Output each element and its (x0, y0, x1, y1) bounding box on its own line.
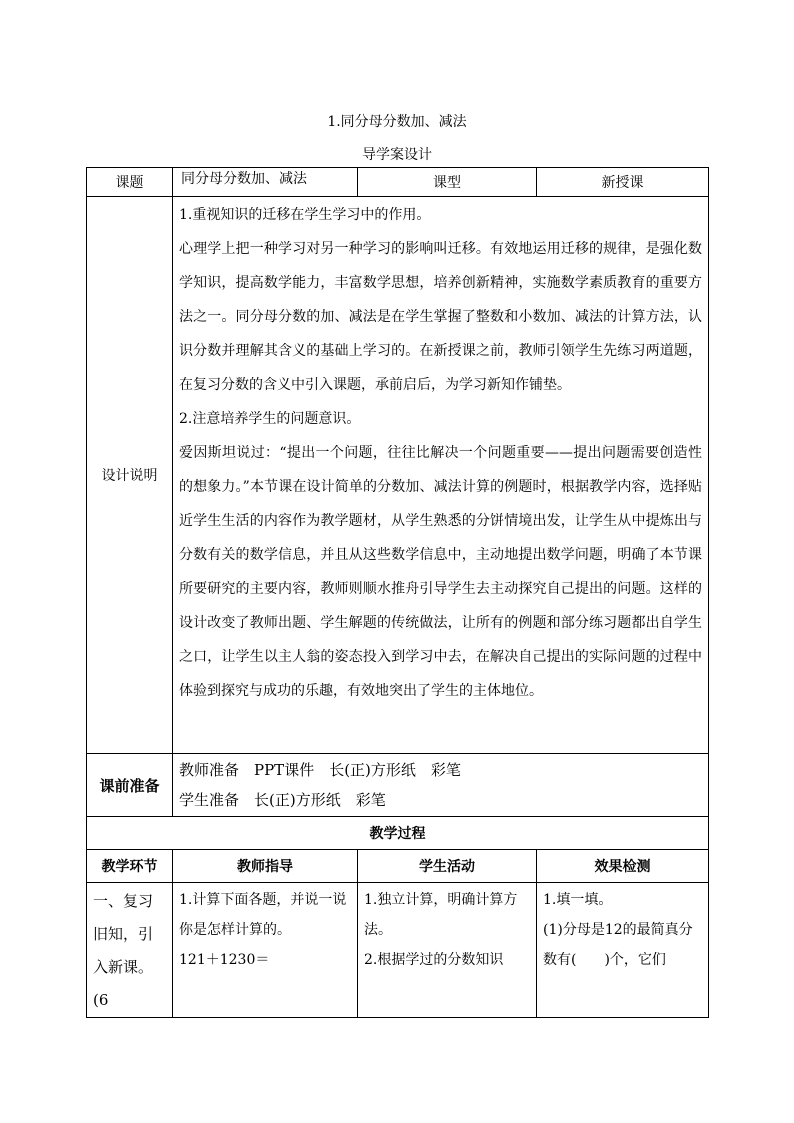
stage-cell: 一、复习旧知，引入新课。(6 (87, 883, 173, 1018)
prep-line: 学生准备 长(正)方形纸 彩笔 (179, 791, 386, 809)
teacher-line: 1.计算下面各题，并说一说你是怎样计算的。 (179, 892, 347, 938)
topic-label: 课题 (87, 168, 173, 197)
student-line: 1.独立计算，明确计算方法。 (364, 892, 518, 938)
prep-line: 教师准备 PPT课件 长(正)方形纸 彩笔 (179, 761, 461, 779)
teacher-cell (173, 883, 358, 1018)
col-header: 学生活动 (358, 850, 537, 883)
design-label: 设计说明 (87, 197, 173, 754)
design-paragraph: 心理学上把一种学习对另一种学习的影响叫迁移。有效地运用迁移的规律，是强化数学知识，提高数学能力，丰富数学思想，培养创新精神，实施数学素质教育的重要方法之一。同分母分数的加、减法是在学生掌握了整数和小数加、减法的计算方法，认识分数并理解其含义的基础上学习的。在新授课之前，教师引领学生先练习两道题，在复习分数的含义中引入课题，承前启后，为学习新知作铺垫。 (179, 241, 702, 393)
col-header: 效果检测 (537, 850, 709, 883)
prep-content (173, 754, 709, 817)
col-header: 教师指导 (173, 850, 358, 883)
type-label: 课型 (358, 168, 537, 197)
student-line: 2.根据学过的分数知识 (364, 952, 504, 968)
check-line: (1)分母是12的最简真分数有( )个，它们 (543, 922, 693, 968)
design-paragraph: 爱因斯坦说过：“提出一个问题，往往比解决一个问题重要——提出问题需要创造性的想象力。”本节课在设计简单的分数加、减法计算的例题时，根据教学内容，选择贴近学生生活的内容作为教学题材，从学生熟悉的分饼情境出发，让学生从中提炼出与分数有关的数学信息，并且从这些数学信息中，主动地提出数学问题，明确了本节课所要研究的主要内容，教师则顺水推舟引导学生去主动探究自己提出的问题。这样的设计改变了教师出题、学生解题的传统做法，让所有的例题和部分练习题都出自学生之口，让学生以主人翁的姿态投入到学习中去，在解决自己提出的实际问题的过程中体验到探究与成功的乐趣，有效地突出了学生的主体地位。 (179, 445, 702, 699)
design-paragraph: 1.重视知识的迁移在学生学习中的作用。 (179, 207, 431, 223)
type-value: 新授课 (537, 168, 709, 197)
col-header: 教学环节 (87, 850, 173, 883)
teacher-line: 121＋1230＝ (179, 952, 270, 968)
doc-subtitle: 导学案设计 (362, 147, 432, 163)
lesson-plan-table (86, 167, 709, 1018)
topic-value: 同分母分数加、减法 (173, 168, 358, 197)
check-line: 1.填一填。 (543, 892, 613, 908)
student-cell (358, 883, 537, 1018)
process-title: 教学过程 (87, 817, 709, 850)
design-notes (173, 197, 709, 754)
prep-label: 课前准备 (87, 754, 173, 817)
design-paragraph: 2.注意培养学生的问题意识。 (179, 411, 361, 427)
check-cell (537, 883, 709, 1018)
doc-title: 1.同分母分数加、减法 (327, 114, 467, 130)
